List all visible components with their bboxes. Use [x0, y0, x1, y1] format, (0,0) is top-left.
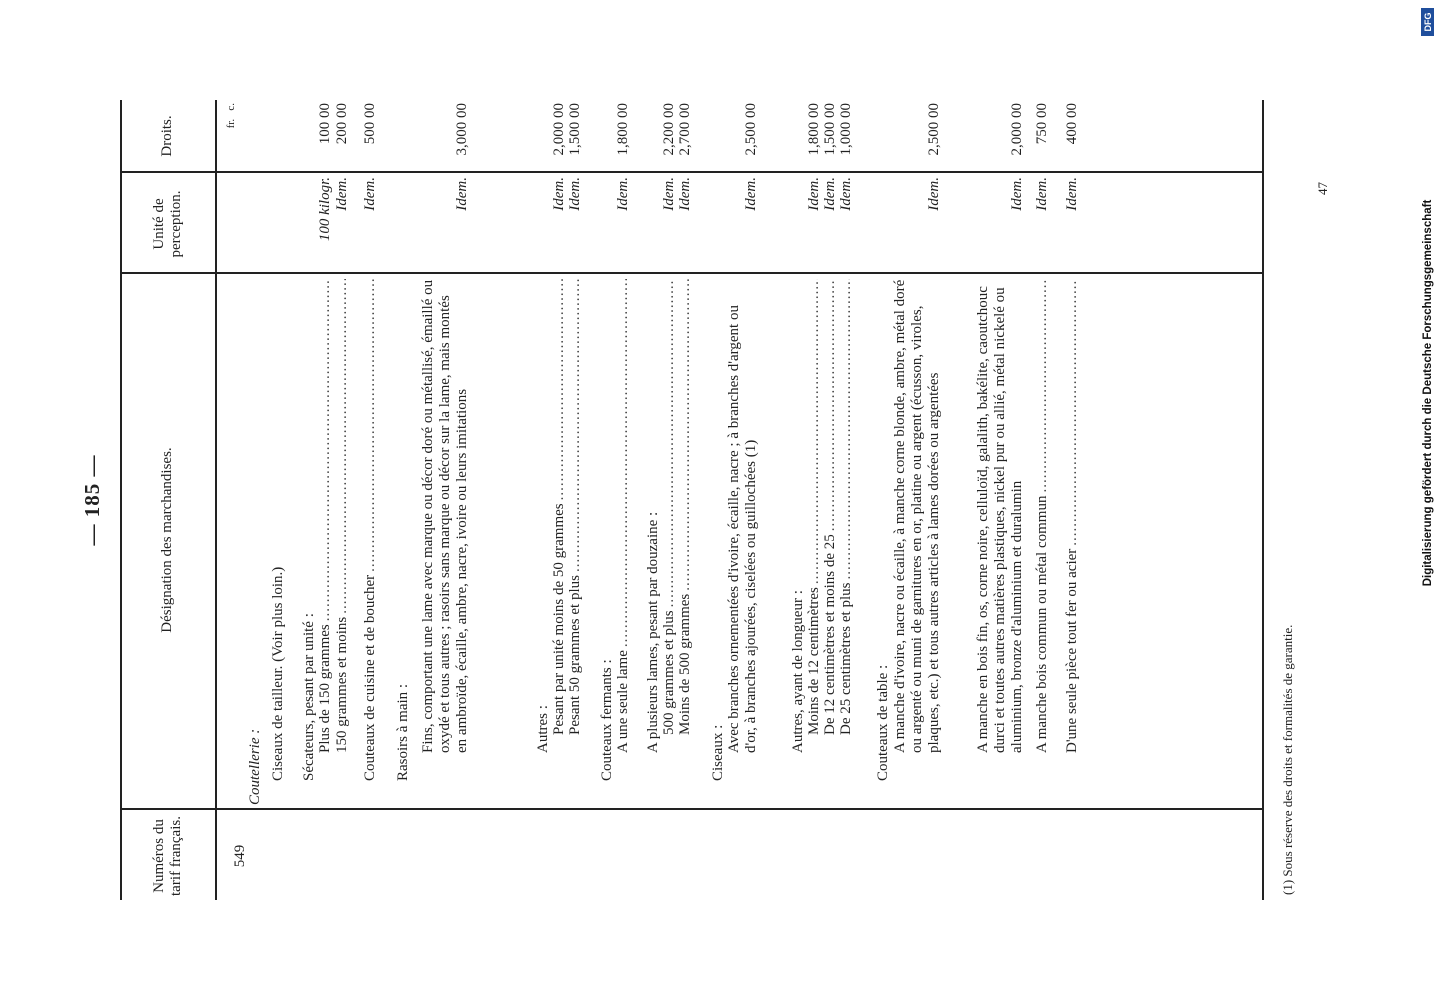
row-designation	[615, 279, 632, 753]
dot-leader	[362, 279, 379, 572]
row-designation	[535, 279, 552, 753]
designation-text: Ciseaux de tailleur. (Voir plus loin.)	[270, 566, 286, 781]
row-designation	[645, 279, 662, 753]
tariff-table	[120, 100, 1270, 900]
dot-leader	[806, 279, 823, 584]
duty-amount: 1,800 00	[615, 103, 631, 156]
currency-francs: fr.	[225, 118, 237, 129]
row-designation	[599, 279, 616, 781]
header-unit: Unité de perception.	[150, 190, 184, 258]
unit-of-collection: Idem.	[806, 177, 822, 211]
dot-leader	[661, 279, 678, 607]
row-designation	[301, 279, 318, 781]
duty-amount: 1,500 00	[567, 103, 583, 156]
designation-text: Sécateurs, pesant par unité :	[301, 613, 317, 781]
designation-text: Plus de 150 grammes	[317, 624, 333, 753]
digitization-credit	[1421, 0, 1434, 1000]
designation-text: De 25 centimètres et plus	[838, 582, 854, 735]
dfg-logo: DFG	[1421, 8, 1434, 36]
table-top-rule	[120, 100, 122, 900]
row-designation	[317, 279, 334, 753]
unit-of-collection: Idem.	[362, 177, 378, 211]
header-rule	[215, 100, 217, 900]
table-bottom-rule	[1262, 100, 1264, 900]
duty-amount: 2,000 00	[551, 103, 567, 156]
row-designation	[790, 279, 807, 753]
row-designation	[710, 279, 727, 781]
designation-text: Couteaux fermants :	[599, 659, 615, 781]
column-divider	[120, 272, 1264, 274]
designation-text: Couteaux de table :	[875, 664, 891, 781]
row-designation	[551, 279, 568, 735]
row-designation	[838, 279, 855, 735]
duty-amount: 1,000 00	[838, 103, 854, 156]
unit-of-collection: Idem.	[1064, 177, 1080, 211]
designation-text: Moins de 500 grammes	[677, 593, 693, 735]
dot-leader	[551, 279, 568, 500]
designation-text: A une seule lame	[615, 650, 631, 753]
designation-text: Autres :	[535, 705, 551, 753]
header-duties: Droits.	[159, 115, 175, 157]
tariff-number: 549	[232, 844, 248, 868]
duty-amount: 750 00	[1034, 103, 1050, 145]
row-designation	[975, 279, 1026, 753]
duty-amount: 500 00	[362, 103, 378, 145]
duty-amount: 2,700 00	[677, 103, 693, 156]
duty-amount: 3,000 00	[454, 103, 470, 156]
page-number: — 185 —	[80, 454, 104, 546]
duty-amount: 1,500 00	[822, 103, 838, 156]
header-numbers: Numéros du tarif français.	[150, 816, 184, 896]
designation-text: Ciseaux :	[710, 724, 726, 781]
duty-amount: 400 00	[1064, 103, 1080, 145]
designation-text: De 12 centimètres et moins de 25	[822, 534, 838, 735]
currency-centimes: c.	[225, 103, 237, 111]
designation-text: Pesant par unité moins de 50 grammes	[551, 503, 567, 735]
unit-of-collection: Idem.	[822, 177, 838, 211]
row-designation	[1064, 279, 1081, 753]
column-divider	[120, 808, 1264, 810]
digitization-note: Digitalisierung gefördert durch die Deutsche Forschungsgemeinschaft	[1422, 199, 1434, 587]
row-designation	[420, 279, 471, 753]
duty-amount: 200 00	[334, 103, 350, 145]
row-designation	[362, 279, 379, 781]
row-designation	[270, 279, 287, 781]
row-designation	[395, 279, 412, 781]
designation-text: Autres, ayant de longueur :	[790, 590, 806, 753]
column-divider	[120, 171, 1264, 173]
row-designation	[892, 279, 943, 753]
dot-leader	[615, 279, 632, 647]
row-designation	[875, 279, 892, 781]
row-designation	[567, 279, 584, 735]
designation-text: Pesant 50 grammes et plus	[567, 575, 583, 735]
designation-text: Couteaux de cuisine et de boucher	[362, 574, 378, 781]
sheet-number: 47	[1315, 182, 1330, 195]
duty-amount: 2,200 00	[661, 103, 677, 156]
designation-text: Moins de 12 centimètres	[806, 587, 822, 735]
dot-leader	[567, 279, 584, 572]
unit-of-collection: Idem.	[1034, 177, 1050, 211]
row-designation	[822, 279, 839, 735]
unit-of-collection: Idem.	[1009, 177, 1025, 211]
unit-of-collection: Idem.	[661, 177, 677, 211]
unit-of-collection: Idem.	[615, 177, 631, 211]
unit-of-collection: Idem.	[551, 177, 567, 211]
designation-text: Avec branches ornementées d'ivoire, écaille, nacre ; à branches d'argent ou d'or, à branches ajourées, ciselées ou guillochées (1)	[726, 305, 759, 753]
duty-amount: 2,500 00	[926, 103, 942, 156]
dot-leader	[334, 279, 351, 614]
dot-leader	[1064, 279, 1081, 546]
designation-text: D'une seule pièce tout fer ou acier	[1064, 548, 1080, 753]
row-designation	[334, 279, 351, 753]
designation-text: Fins, comportant une lame avec marque ou décor doré ou métallisé, émaillé ou oxydé et tous autres ; rasoirs sans marque ou décor sur la lame, mais montés en ambroïde, écaille, ambre, nacre, ivoire ou leurs imitations	[420, 279, 470, 753]
row-designation	[1034, 279, 1051, 753]
designation-text: Rasoirs à main :	[395, 683, 411, 781]
dot-leader	[677, 279, 694, 591]
designation-text: A manche bois commun ou métal commun	[1034, 495, 1050, 753]
unit-of-collection: Idem.	[334, 177, 350, 211]
designation-text: 500 grammes et plus	[661, 610, 677, 735]
duty-amount: 100 00	[317, 103, 333, 145]
dot-leader	[317, 279, 334, 621]
row-designation	[247, 279, 264, 805]
unit-of-collection: Idem.	[743, 177, 759, 211]
unit-of-collection: Idem.	[454, 177, 470, 211]
designation-text: A manche d'ivoire, nacre ou écaille, à manche corne blonde, ambre, métal doré ou argenté ou muni de garnitures en or, platine ou argent (écusson, viroles, plaques, etc.) et tous autres articles à lames dorées ou argentées	[892, 279, 942, 753]
header-designation: Désignation des marchandises.	[159, 447, 175, 633]
designation-text: A manche en bois fin, os, corne noire, celluloïd, galalith, bakélite, caoutchouc durci et toutes autres matières plastiques, nickel pur ou allié, métal nickelé ou aluminium, bronze d'aluminium et duralumin	[975, 286, 1025, 753]
unit-of-collection: Idem.	[677, 177, 693, 211]
designation-text: Coutellerie :	[247, 728, 263, 805]
designation-text: 150 grammes et moins	[334, 616, 350, 753]
row-designation	[677, 279, 694, 735]
dot-leader	[822, 279, 839, 531]
duty-amount: 1,800 00	[806, 103, 822, 156]
duty-amount: 2,500 00	[743, 103, 759, 156]
dot-leader	[838, 279, 855, 580]
dot-leader	[1034, 279, 1051, 493]
designation-text: A plusieurs lames, pesant par douzaine :	[645, 511, 661, 753]
unit-of-collection: 100 kilogr.	[317, 177, 333, 242]
duty-amount: 2,000 00	[1009, 103, 1025, 156]
row-designation	[726, 279, 760, 753]
row-designation	[806, 279, 823, 735]
unit-of-collection: Idem.	[567, 177, 583, 211]
row-designation	[661, 279, 678, 735]
unit-of-collection: Idem.	[926, 177, 942, 211]
footnote: (1) Sous réserve des droits et formalités de garantie.	[1280, 624, 1295, 895]
unit-of-collection: Idem.	[838, 177, 854, 211]
